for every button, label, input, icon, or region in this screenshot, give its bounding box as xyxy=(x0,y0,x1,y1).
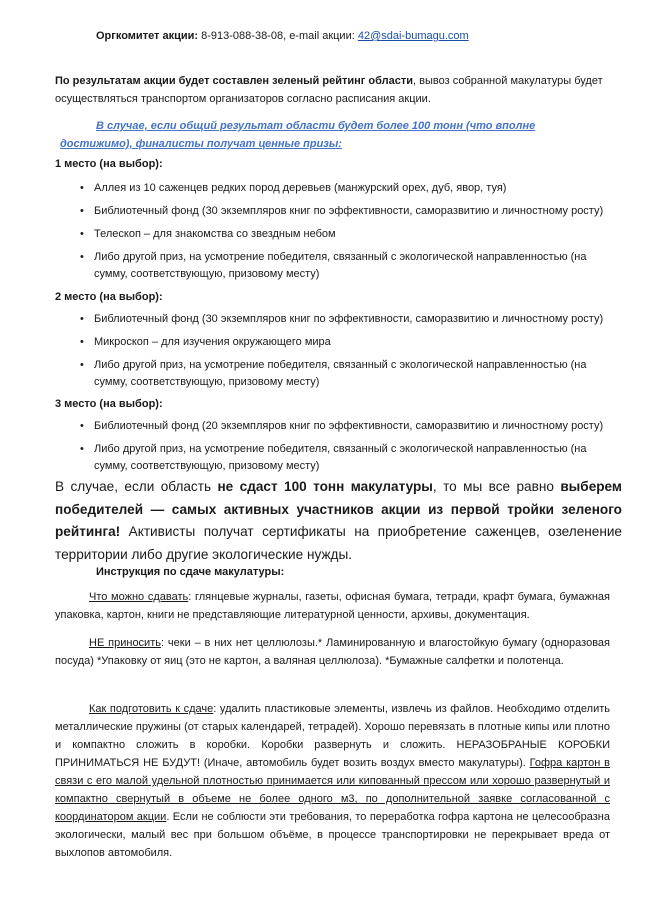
place-1-item: • Библиотечный фонд (30 экземпляров книг по эффективности, саморазвитию и личностному росту) xyxy=(80,203,610,220)
intro-bold: По результатам акции будет составлен зеленый рейтинг области xyxy=(55,75,414,87)
place-1-item: • Аллея из 10 саженцев редких пород деревьев (манжурский орех, дуб, явор, туя) xyxy=(80,180,610,197)
alt-case-paragraph: В случае, если область не сдаст 100 тонн макулатуры, то мы все равно выберем победителей — самых активных участников акции из первой тройки зеленого рейтинга! Активисты получат сертификаты на приобретение саженцев, озеленение территории либо другие экологические нужды. xyxy=(55,479,622,562)
can-text: : глянцевые журналы, газеты, офисная бумага, тетради, крафт бумага, бумажная упаковка, картон, книги не представляющие литературной ценности, архивы, документация. xyxy=(55,591,610,621)
intro-paragraph xyxy=(55,72,610,108)
prep-underlined: Гофра картон в связи с его малой удельной плотностью принимается или кипованный прессом или хорошо развернутый и компактно свернутый в объеме не более одного м3, по дополнительной заявке согласованной с координатором акции xyxy=(55,757,610,823)
no-text: : чеки – в них нет целлюлозы.* Ламинированную и влагостойкую бумагу (одноразовая посуда) *Упаковку от яиц (это не картон, а валяная целлюлоза). *Бумажные салфетки и полотенца. xyxy=(55,637,610,667)
can-label: Что можно сдавать xyxy=(89,591,189,603)
place-1-item: • Телескоп – для знакомства со звездным небом xyxy=(80,226,610,243)
alt-case-bold-1: не сдаст 100 тонн макулатуры xyxy=(217,479,433,494)
prep-tail: . Если не соблюсти эти требования, то переработка гофра картона не целесообразна экологически, малый вес при большом объёме, в процессе транспортировки не перекрывает вреда от выхлопов автомобиля. xyxy=(55,811,610,859)
intro-rest: , вывоз собранной макулатуры будет осуществляться транспортом организаторов согласно расписания акции. xyxy=(55,75,603,105)
alt-case-bold-2: выберем победителей — самых активных участников акции из первой тройки зеленого рейтинга! xyxy=(55,479,622,539)
org-email-link[interactable]: 42@sdai-bumagu.com xyxy=(357,30,469,42)
place-2-item: • Микроскоп – для изучения окружающего мира xyxy=(80,334,610,351)
prep-text: : удалить пластиковые элементы, извлечь из файлов. Необходимо отделить металлические пружины (от старых календарей, тетрадей). Хорошо перевязать в плотные кипы или плотно и компактно сложить в коробки. Коробки развернуть и сложить. НЕРАЗОБРАНЫЕ КОРОБКИ ПРИНИМАТЬСЯ НЕ БУДУТ! (Иначе, автомобиль будет возить воздух вместо макулатуры). xyxy=(55,703,611,769)
prize-condition-text: В случае, если общий результат области будет более 100 тонн (что вполне достижимо), финалисты получат ценные призы: xyxy=(60,120,536,150)
no-label: НЕ приносить xyxy=(89,637,161,649)
instructions-can-paragraph xyxy=(55,588,610,624)
org-phone: 8-913-088-38-08, e-mail акции: xyxy=(198,30,358,42)
place-3-item: • Либо другой приз, на усмотрение победителя, связанный с экологической направленностью (на сумму, соответствующую, призовому месту) xyxy=(80,441,610,475)
place-3-item: • Библиотечный фонд (20 экземпляров книг по эффективности, саморазвитию и личностному росту) xyxy=(80,418,610,435)
place-1-title: 1 место (на выбор): xyxy=(55,158,163,170)
org-label: Оргкомитет акции: xyxy=(96,30,199,42)
place-2-title: 2 место (на выбор): xyxy=(55,291,163,303)
place-2-item: • Либо другой приз, на усмотрение победителя, связанный с экологической направленностью (на сумму, соответствующую, призовому месту) xyxy=(80,357,610,391)
place-3-title: 3 место (на выбор): xyxy=(55,398,163,410)
prep-label: Как подготовить к сдаче xyxy=(89,703,214,715)
org-contacts xyxy=(96,27,630,45)
prize-condition-note xyxy=(60,117,610,153)
place-1-item: • Либо другой приз, на усмотрение победителя, связанный с экологической направленностью (на сумму, соответствующую, призовому месту) xyxy=(80,249,610,283)
instructions-title: Инструкция по сдаче макулатуры: xyxy=(96,566,285,578)
place-2-item: • Библиотечный фонд (30 экземпляров книг по эффективности, саморазвитию и личностному росту) xyxy=(80,311,610,328)
instructions-prep-paragraph xyxy=(55,700,610,862)
instructions-no-paragraph xyxy=(55,634,610,670)
